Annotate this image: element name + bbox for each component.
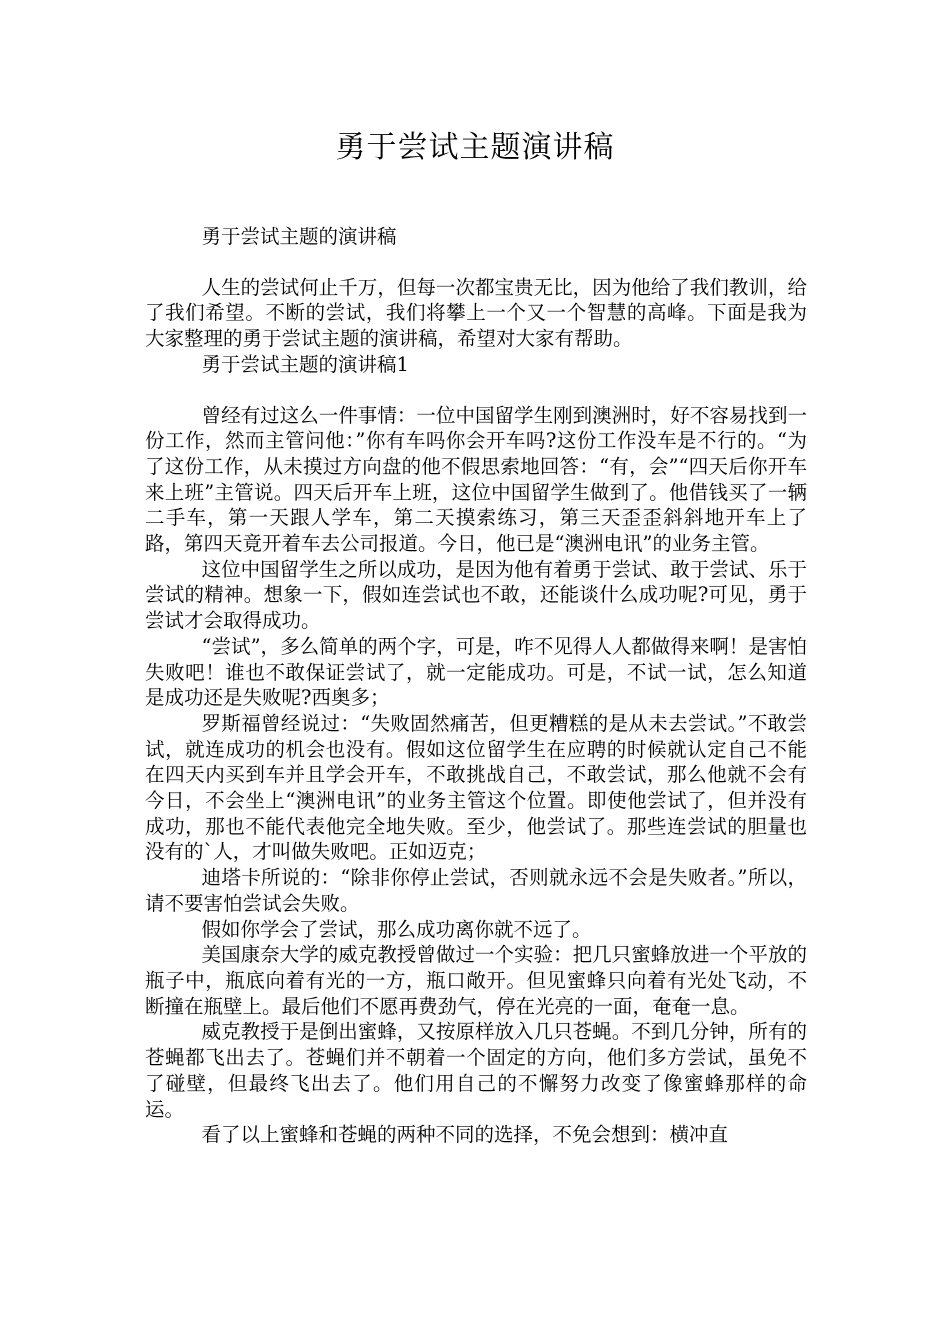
body-paragraph: 看了以上蜜蜂和苍蝇的两种不同的选择，不免会想到：横冲直 [201,1123,729,1147]
section-heading-1: 勇于尝试主题的演讲稿1 [201,352,409,376]
document-body [145,224,807,1148]
body-paragraph: 罗斯福曾经说过：“失败固然痛苦，但更糟糕的是从未去尝试。”不敢尝试，就连成功的机会也没有。假如这位留学生在应聘的时候就认定自己不能在四天内买到车并且学会开车，不敢挑战自己，不敢尝试，那么他就不会有今日，不会坐上“澳洲电讯”的业务主管这个位置。即使他尝试了，但并没有成功，那也不能代表他完全地失败。至少，他尝试了。那些连尝试的胆量也没有的`人，才叫做失败吧。正如迈克； [145,711,807,864]
body-paragraph: 曾经有过这么一件事情：一位中国留学生刚到澳洲时，好不容易找到一份工作，然而主管问他：”你有车吗你会开车吗?这份工作没车是不行的。“为了这份工作，从未摸过方向盘的他不假思索地回答：“有，会”“四天后你开车来上班”主管说。四天后开车上班，这位中国留学生做到了。他借钱买了一辆二手车，第一天跟人学车，第二天摸索练习，第三天歪歪斜斜地开车上了路，第四天竟开着车去公司报道。今日，他已是“澳洲电讯”的业务主管。 [145,403,807,556]
body-paragraph: 迪塔卡所说的：“除非你停止尝试，否则就永远不会是失败者。”所以，请不要害怕尝试会失败。 [145,866,807,915]
subtitle-paragraph: 勇于尝试主题的演讲稿 [201,225,397,248]
document-title: 勇于尝试主题演讲稿 [335,130,615,165]
body-paragraph: 假如你学会了尝试，那么成功离你就不远了。 [201,917,592,941]
body-paragraph: 美国康奈大学的威克教授曾做过一个实验：把几只蜜蜂放进一个平放的瓶子中，瓶底向着有光的一方，瓶口敞开。但见蜜蜂只向着有光处飞动，不断撞在瓶壁上。最后他们不愿再费劲气，停在光亮的一面，奄奄一息。 [145,943,807,1018]
body-paragraph: 这位中国留学生之所以成功，是因为他有着勇于尝试、敢于尝试、乐于尝试的精神。想象一下，假如连尝试也不敢，还能谈什么成功呢?可见，勇于尝试才会取得成功。 [145,557,807,633]
body-paragraph: 威克教授于是倒出蜜蜂，又按原样放入几只苍蝇。不到几分钟，所有的苍蝇都飞出去了。苍蝇们并不朝着一个固定的方向，他们多方尝试，虽免不了碰壁，但最终飞出去了。他们用自己的不懈努力改变了像蜜蜂那样的命运。 [145,1020,807,1121]
body-paragraph: “尝试”，多么简单的两个字，可是，咋不见得人人都做得来啊！是害怕失败吧！谁也不敢保证尝试了，就一定能成功。可是，不试一试，怎么知道是成功还是失败呢?西奥多； [145,634,807,710]
intro-paragraph: 人生的尝试何止千万，但每一次都宝贵无比，因为他给了我们教训，给了我们希望。不断的尝试，我们将攀上一个又一个智慧的高峰。下面是我为大家整理的勇于尝试主题的演讲稿，希望对大家有帮助。 [145,275,807,351]
